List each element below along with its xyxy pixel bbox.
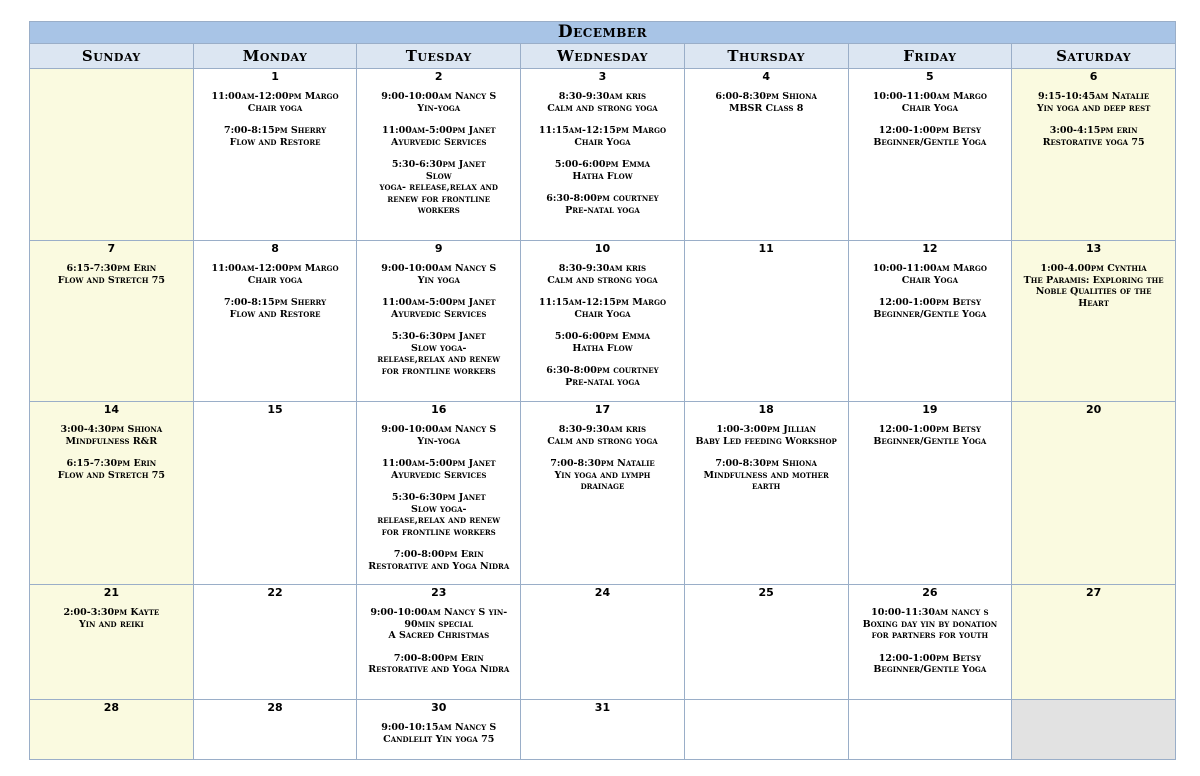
day-cell xyxy=(193,241,357,402)
calendar-grid xyxy=(29,21,1176,760)
day-cell xyxy=(1012,585,1176,700)
day-cell xyxy=(357,241,521,402)
day-cell xyxy=(521,700,685,760)
day-cell xyxy=(684,402,848,585)
event-list xyxy=(849,715,1012,722)
event-entry: 2:00-3:30pm Kayte Yin and reiki xyxy=(63,607,160,630)
event-entry: 6:30-8:00pm courtney Pre-natal yoga xyxy=(546,193,659,216)
day-number xyxy=(685,701,848,715)
day-number: 21 xyxy=(103,586,119,599)
event-entry: 7:00-8:15pm Sherry Flow and Restore xyxy=(223,125,327,148)
event-entry: 9:00-10:00am Nancy S Yin yoga xyxy=(381,263,497,286)
day-number: 14 xyxy=(103,403,119,416)
event-list xyxy=(685,600,848,607)
day-cell xyxy=(193,585,357,700)
day-cell xyxy=(848,700,1012,760)
event-entry: 12:00-1:00pm Betsy Beginner/Gentle Yoga xyxy=(873,652,987,675)
event-list xyxy=(849,84,1012,148)
day-number xyxy=(849,701,1012,715)
event-list xyxy=(1012,417,1175,424)
event-entry: 6:00-8:30pm Shiona MBSR Class 8 xyxy=(715,91,817,114)
day-cell xyxy=(30,402,194,585)
event-list xyxy=(357,715,520,745)
event-entry: 7:00-8:30pm Shiona Mindfulness and mother earth xyxy=(703,458,829,492)
month-title: December xyxy=(30,22,1176,44)
day-cell xyxy=(357,585,521,700)
day-cell xyxy=(30,585,194,700)
event-list xyxy=(30,600,193,630)
event-list xyxy=(194,84,357,148)
event-entry: 11:15am-12:15pm Margo Chair Yoga xyxy=(538,125,667,148)
event-list xyxy=(685,84,848,114)
week-row xyxy=(30,700,1176,760)
event-entry: 5:00-6:00pm Emma Hatha Flow xyxy=(554,159,651,182)
weekday-header-wednesday: Wednesday xyxy=(521,44,685,69)
event-entry: 5:30-6:30pm Janet Slow yoga- release,relax and renew for frontline workers xyxy=(377,331,501,377)
day-number: 24 xyxy=(594,586,611,599)
day-number xyxy=(1012,701,1175,715)
day-cell xyxy=(357,69,521,241)
event-entry: 10:00-11:00am Margo Chair Yoga xyxy=(872,263,987,286)
event-entry: 3:00-4:30pm Shiona Mindfulness R&R xyxy=(60,424,163,447)
event-list xyxy=(194,417,357,424)
day-number: 18 xyxy=(758,403,774,416)
event-entry: 7:00-8:30pm Natalie Yin yoga and lymph drainage xyxy=(550,458,655,492)
weekday-header-saturday: Saturday xyxy=(1012,44,1176,69)
event-list xyxy=(685,715,848,722)
event-list xyxy=(30,84,193,91)
day-cell xyxy=(30,700,194,760)
event-entry: 8:30-9:30am kris Calm and strong yoga xyxy=(547,91,658,114)
weekday-header-tuesday: Tuesday xyxy=(357,44,521,69)
day-cell xyxy=(684,241,848,402)
event-entry: 12:00-1:00pm Betsy Beginner/Gentle Yoga xyxy=(873,125,987,148)
day-number: 8 xyxy=(271,242,279,255)
weekday-header-sunday: Sunday xyxy=(30,44,194,69)
day-cell xyxy=(848,69,1012,241)
event-entry: 5:30-6:30pm Janet Slow yoga- release,relax and renew for frontline workers xyxy=(379,159,498,216)
day-cell xyxy=(1012,241,1176,402)
event-entry: 12:00-1:00pm Betsy Beginner/Gentle Yoga xyxy=(873,424,987,447)
day-cell xyxy=(1012,402,1176,585)
event-entry: 10:00-11:30am nancy s Boxing day yin by donation for partners for youth xyxy=(862,607,998,641)
day-number: 30 xyxy=(431,701,447,714)
day-cell xyxy=(848,402,1012,585)
day-number: 27 xyxy=(1085,586,1102,599)
day-number: 23 xyxy=(431,586,447,599)
event-entry: 7:00-8:00pm Erin Restorative and Yoga Nidra xyxy=(368,652,510,675)
event-list xyxy=(849,600,1012,676)
day-cell xyxy=(521,402,685,585)
event-entry: 6:15-7:30pm Erin Flow and Stretch 75 xyxy=(57,263,165,286)
event-entry: 5:00-6:00pm Emma Hatha Flow xyxy=(554,331,651,354)
day-number: 1 xyxy=(271,70,279,83)
day-cell xyxy=(684,700,848,760)
day-number: 20 xyxy=(1085,403,1102,416)
day-number: 11 xyxy=(758,242,774,255)
day-number: 2 xyxy=(434,70,443,83)
event-list xyxy=(1012,84,1175,148)
event-entry: 8:30-9:30am kris Calm and strong yoga xyxy=(547,424,658,447)
weekday-header-friday: Friday xyxy=(848,44,1012,69)
day-number: 16 xyxy=(431,403,447,416)
day-number: 26 xyxy=(922,586,938,599)
day-cell xyxy=(1012,69,1176,241)
day-cell xyxy=(684,585,848,700)
event-entry: 9:00-10:00am Nancy S Yin-yoga xyxy=(381,91,497,114)
day-number: 4 xyxy=(762,70,770,83)
event-list xyxy=(1012,600,1175,607)
week-row xyxy=(30,585,1176,700)
event-list xyxy=(685,256,848,263)
event-entry: 1:00-4.00pm Cynthia The Paramis: Exploring the Noble Qualities of the Heart xyxy=(1023,263,1164,309)
day-cell xyxy=(521,69,685,241)
week-row xyxy=(30,241,1176,402)
day-cell xyxy=(30,69,194,241)
day-number: 15 xyxy=(267,403,283,416)
day-number: 7 xyxy=(107,242,116,255)
day-cell xyxy=(848,585,1012,700)
weekday-header-monday: Monday xyxy=(193,44,357,69)
event-entry: 6:15-7:30pm Erin Flow and Stretch 75 xyxy=(57,458,165,481)
event-list xyxy=(1012,256,1175,309)
event-list xyxy=(194,715,357,722)
event-list xyxy=(357,600,520,676)
event-entry: 9:15-10:45am Natalie Yin yoga and deep rest xyxy=(1036,91,1151,114)
event-list xyxy=(849,256,1012,320)
week-row xyxy=(30,69,1176,241)
event-list xyxy=(30,256,193,286)
day-number: 25 xyxy=(758,586,774,599)
day-number: 31 xyxy=(594,701,611,714)
event-list xyxy=(194,256,357,320)
event-entry: 11:00am-12:00pm Margo Chair yoga xyxy=(211,263,339,286)
day-number: 13 xyxy=(1085,242,1102,255)
day-cell xyxy=(357,700,521,760)
calendar-weeks xyxy=(30,69,1176,760)
day-number: 17 xyxy=(594,403,611,416)
day-number: 22 xyxy=(267,586,283,599)
event-entry: 9:00-10:15am Nancy S Candlelit Yin yoga 75 xyxy=(381,722,497,745)
day-number: 19 xyxy=(922,403,938,416)
day-number: 6 xyxy=(1089,70,1098,83)
event-list xyxy=(194,600,357,607)
day-cell xyxy=(193,700,357,760)
event-list xyxy=(357,256,520,377)
week-row xyxy=(30,402,1176,585)
day-number: 3 xyxy=(598,70,607,83)
event-entry: 8:30-9:30am kris Calm and strong yoga xyxy=(547,263,658,286)
event-list xyxy=(521,417,684,493)
event-entry: 5:30-6:30pm Janet Slow yoga- release,relax and renew for frontline workers xyxy=(377,492,501,538)
event-list xyxy=(685,417,848,493)
day-cell xyxy=(521,241,685,402)
event-list xyxy=(1012,715,1175,722)
event-list xyxy=(521,84,684,216)
event-list xyxy=(521,600,684,607)
event-list xyxy=(521,256,684,388)
day-cell xyxy=(848,241,1012,402)
day-number: 12 xyxy=(922,242,938,255)
day-cell xyxy=(684,69,848,241)
event-entry: 6:30-8:00pm courtney Pre-natal yoga xyxy=(546,365,659,388)
day-number xyxy=(30,70,193,84)
event-list xyxy=(849,417,1012,447)
day-cell xyxy=(193,69,357,241)
day-cell xyxy=(193,402,357,585)
day-number: 9 xyxy=(434,242,443,255)
weekday-header-row xyxy=(30,44,1176,69)
event-entry: 12:00-1:00pm Betsy Beginner/Gentle Yoga xyxy=(873,297,987,320)
day-cell xyxy=(30,241,194,402)
event-entry: 11:15am-12:15pm Margo Chair Yoga xyxy=(538,297,667,320)
event-list xyxy=(30,715,193,722)
event-list xyxy=(30,417,193,481)
event-entry: 3:00-4:15pm erin Restorative yoga 75 xyxy=(1042,125,1145,148)
event-entry: 9:00-10:00am Nancy S Yin-yoga xyxy=(381,424,497,447)
event-entry: 10:00-11:00am Margo Chair Yoga xyxy=(872,91,987,114)
day-cell xyxy=(357,402,521,585)
day-number: 10 xyxy=(594,242,611,255)
event-entry: 11:00am-5:00pm Janet Ayurvedic Services xyxy=(381,125,496,148)
weekday-header-thursday: Thursday xyxy=(684,44,848,69)
day-number: 5 xyxy=(926,70,934,83)
day-number: 28 xyxy=(103,701,119,714)
event-entry: 11:00am-5:00pm Janet Ayurvedic Services xyxy=(381,458,496,481)
event-entry: 9:00-10:00am Nancy S yin- 90min special A Sacred Christmas xyxy=(370,607,508,641)
event-entry: 11:00am-12:00pm Margo Chair yoga xyxy=(211,91,339,114)
event-entry: 1:00-3:00pm Jillian Baby Led feeding Workshop xyxy=(695,424,837,447)
event-list xyxy=(521,715,684,722)
day-number: 28 xyxy=(267,701,283,714)
event-entry: 7:00-8:15pm Sherry Flow and Restore xyxy=(223,297,327,320)
event-entry: 11:00am-5:00pm Janet Ayurvedic Services xyxy=(381,297,496,320)
day-cell xyxy=(521,585,685,700)
event-entry: 7:00-8:00pm Erin Restorative and Yoga Nidra xyxy=(368,549,510,572)
day-cell xyxy=(1012,700,1176,760)
event-list xyxy=(357,417,520,572)
event-list xyxy=(357,84,520,217)
